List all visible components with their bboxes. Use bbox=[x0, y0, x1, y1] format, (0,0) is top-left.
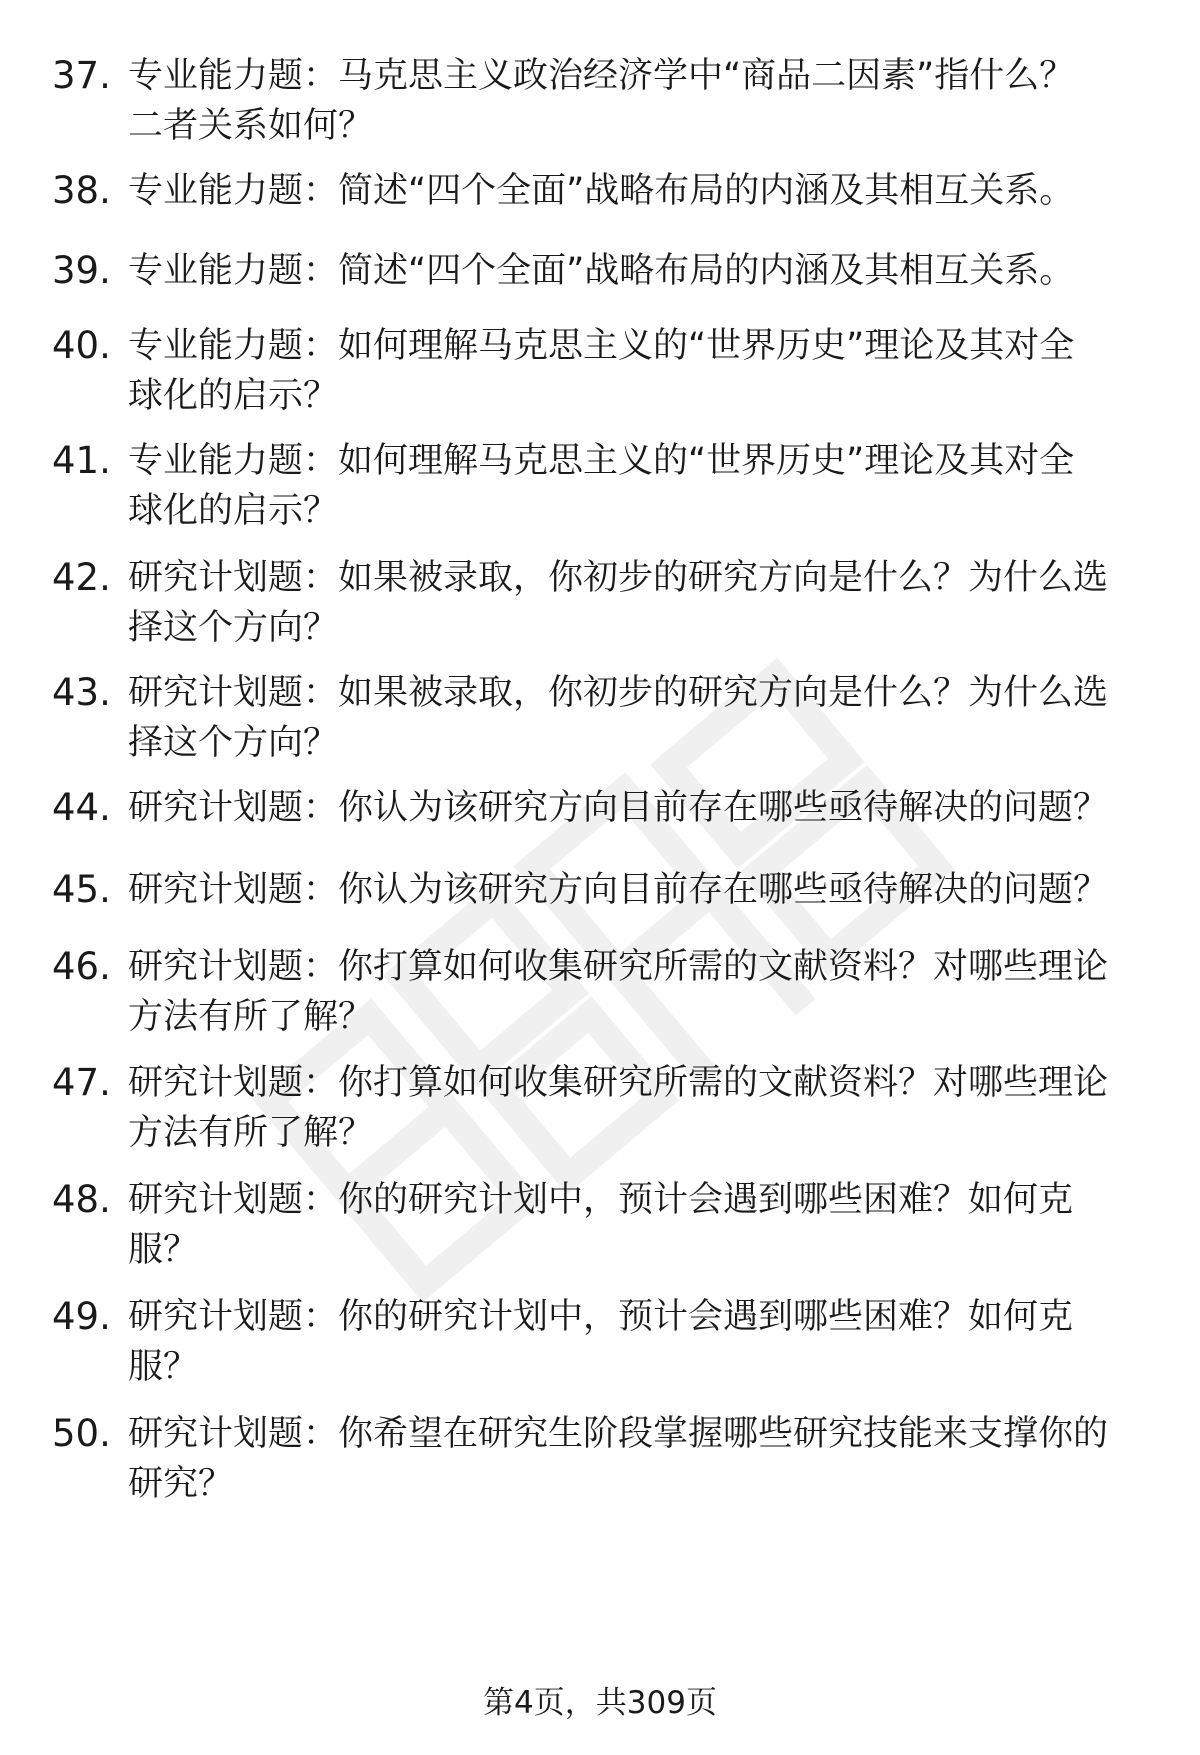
question-number: 39. bbox=[52, 249, 111, 292]
question-text bbox=[128, 1292, 1138, 1392]
question-number: 44. bbox=[52, 786, 111, 829]
question-line: 球化的启示？ bbox=[128, 376, 339, 416]
question-line: 研究计划题：你认为该研究方向目前存在哪些亟待解决的问题？ bbox=[128, 870, 1109, 910]
question-text bbox=[128, 942, 1138, 1042]
question-line: 专业能力题：如何理解马克思主义的“世界历史”理论及其对全 bbox=[128, 326, 1075, 366]
question-line: 专业能力题：简述“四个全面”战略布局的内涵及其相互关系。 bbox=[128, 171, 1075, 211]
question-text bbox=[128, 1409, 1138, 1509]
question-line: 方法有所了解？ bbox=[128, 997, 374, 1037]
question-line: 专业能力题：如何理解马克思主义的“世界历史”理论及其对全 bbox=[128, 441, 1075, 481]
question-number: 38. bbox=[52, 169, 111, 212]
question-text bbox=[128, 1058, 1138, 1158]
question-line: 服？ bbox=[128, 1230, 199, 1270]
question-line: 研究计划题：你的研究计划中，预计会遇到哪些困难？如何克 bbox=[128, 1180, 1074, 1220]
question-text bbox=[128, 668, 1138, 768]
question-line: 研究计划题：如果被录取，你初步的研究方向是什么？为什么选 bbox=[128, 673, 1109, 713]
question-line: 择这个方向？ bbox=[128, 723, 339, 763]
question-line: 研究计划题：你希望在研究生阶段掌握哪些研究技能来支撑你的 bbox=[128, 1414, 1109, 1454]
question-number: 49. bbox=[52, 1295, 111, 1338]
question-number: 48. bbox=[52, 1178, 111, 1221]
question-line: 研究计划题：如果被录取，你初步的研究方向是什么？为什么选 bbox=[128, 558, 1109, 598]
page-footer: 第4页，共309页 bbox=[483, 1685, 717, 1721]
question-line: 专业能力题：马克思主义政治经济学中“商品二因素”指什么？ bbox=[128, 56, 1075, 96]
question-text bbox=[128, 51, 1138, 151]
question-number: 37. bbox=[52, 54, 111, 97]
question-line: 服？ bbox=[128, 1347, 199, 1387]
question-line: 研究计划题：你认为该研究方向目前存在哪些亟待解决的问题？ bbox=[128, 788, 1109, 828]
question-text bbox=[128, 553, 1138, 653]
question-number: 43. bbox=[52, 671, 111, 714]
question-number: 42. bbox=[52, 556, 111, 599]
question-text bbox=[128, 246, 1138, 296]
question-line: 球化的启示？ bbox=[128, 491, 339, 531]
question-number: 46. bbox=[52, 945, 111, 988]
question-text bbox=[128, 1175, 1138, 1275]
question-line: 研究计划题：你打算如何收集研究所需的文献资料？对哪些理论 bbox=[128, 1063, 1109, 1103]
question-text bbox=[128, 166, 1138, 216]
question-line: 二者关系如何？ bbox=[128, 106, 374, 146]
question-line: 专业能力题：简述“四个全面”战略布局的内涵及其相互关系。 bbox=[128, 251, 1075, 291]
question-number: 41. bbox=[52, 439, 111, 482]
question-text bbox=[128, 865, 1138, 915]
question-number: 47. bbox=[52, 1061, 111, 1104]
question-text bbox=[128, 783, 1138, 833]
question-line: 研究？ bbox=[128, 1464, 234, 1504]
question-text bbox=[128, 321, 1138, 421]
question-number: 40. bbox=[52, 324, 111, 367]
question-line: 研究计划题：你的研究计划中，预计会遇到哪些困难？如何克 bbox=[128, 1297, 1074, 1337]
question-number: 45. bbox=[52, 868, 111, 911]
question-number: 50. bbox=[52, 1412, 111, 1455]
question-line: 研究计划题：你打算如何收集研究所需的文献资料？对哪些理论 bbox=[128, 947, 1109, 987]
question-text bbox=[128, 436, 1138, 536]
question-line: 择这个方向？ bbox=[128, 608, 339, 648]
question-line: 方法有所了解？ bbox=[128, 1113, 374, 1153]
